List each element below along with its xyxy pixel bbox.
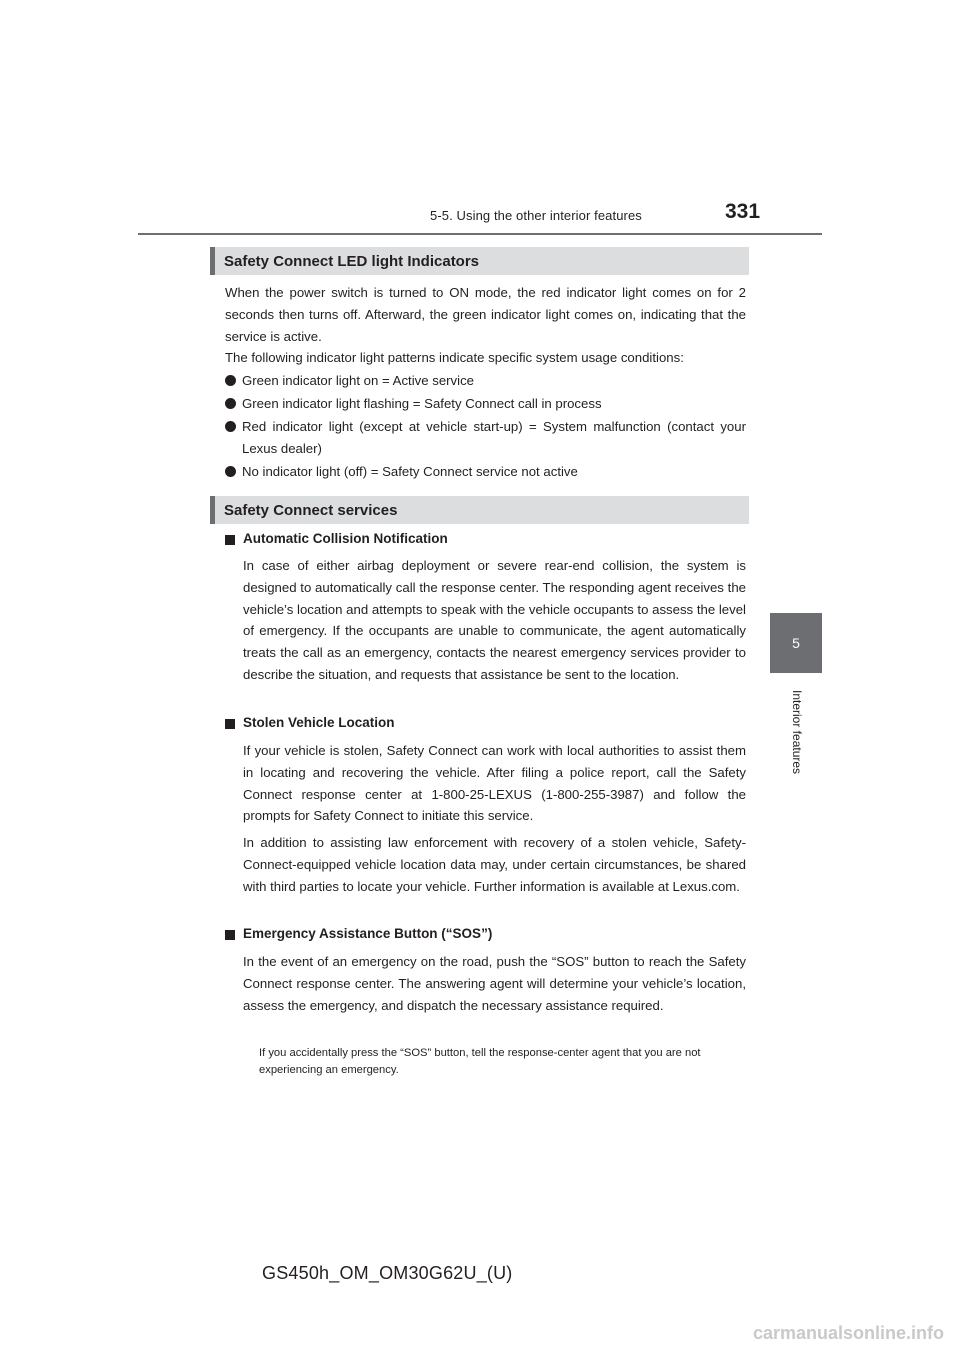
list-item-text: Red indicator light (except at vehicle start-up) = System malfunction (contact your Lexus dealer) — [242, 419, 746, 456]
sos-paragraph: In the event of an emergency on the road, push the “SOS” button to reach the Safety Connect response center. The answering agent will determine your vehicle’s location, assess the emergency, and dispatch the necessary assistance required. — [243, 954, 746, 1013]
chapter-tab[interactable] — [770, 613, 822, 673]
stolen-vehicle-paragraph: If your vehicle is stolen, Safety Connect can work with local authorities to assist them in locating and recovering the vehicle. After filing a police report, call the Safety Connect response center at 1-800-25-LEXUS (1-800-255-3987) and follow the prompts for Safety Connect to initiate this service. — [243, 743, 746, 824]
list-item-text: Green indicator light flashing = Safety Connect call in process — [242, 396, 602, 411]
bullet-icon — [225, 421, 236, 432]
page-number: 331 — [725, 200, 761, 223]
bullet-icon — [225, 375, 236, 386]
subheading-text: Stolen Vehicle Location — [243, 715, 395, 730]
list-item-text: Green indicator light on = Active service — [242, 373, 474, 388]
subheading-text: Automatic Collision Notification — [243, 531, 448, 546]
led-patterns-intro: The following indicator light patterns indicate specific system usage conditions: — [225, 350, 684, 365]
stolen-vehicle-data-paragraph: In addition to assisting law enforcement with recovery of a stolen vehicle, Safety-Connect-equipped vehicle location data may, under certain circumstances, be shared with third parties to locate your vehicle. Further information is available at Lexus.com. — [243, 835, 746, 894]
watermark: carmanualsonline.info — [752, 1323, 944, 1343]
section-title-text: Safety Connect services — [224, 501, 398, 519]
square-bullet-icon — [225, 719, 235, 729]
section-title-services — [210, 496, 749, 524]
bullet-icon — [225, 398, 236, 409]
header-divider — [138, 233, 822, 235]
running-header-section: 5-5. Using the other interior features — [430, 208, 642, 223]
sos-note: If you accidentally press the “SOS” button, tell the response-center agent that you are not experiencing an emergency. — [259, 1047, 701, 1076]
chapter-number: 5 — [792, 635, 800, 651]
led-intro-paragraph: When the power switch is turned to ON mode, the red indicator light comes on for 2 seconds then turns off. Afterward, the green indicator light comes on, indicating that the service is active. — [225, 285, 746, 344]
section-title-led-indicators — [210, 247, 749, 275]
section-title-text: Safety Connect LED light Indicators — [224, 252, 480, 270]
list-item-text: No indicator light (off) = Safety Connect service not active — [242, 464, 578, 479]
subheading-text: Emergency Assistance Button (“SOS”) — [243, 926, 493, 941]
collision-notification-paragraph: In case of either airbag deployment or severe rear-end collision, the system is designed to automatically call the response center. The responding agent receives the vehicle’s location and attempts to speak with the vehicle occupants to assess the level of emergency. If the occupants are unable to communicate, the agent automatically treats the call as an emergency, contacts the nearest emergency services provider to describe the situation, and requests that assistance be sent to the location. — [243, 558, 746, 682]
manual-code: GS450h_OM_OM30G62U_(U) — [262, 1263, 513, 1283]
square-bullet-icon — [225, 535, 235, 545]
chapter-label: Interior features — [790, 689, 804, 775]
square-bullet-icon — [225, 930, 235, 940]
bullet-icon — [225, 466, 236, 477]
